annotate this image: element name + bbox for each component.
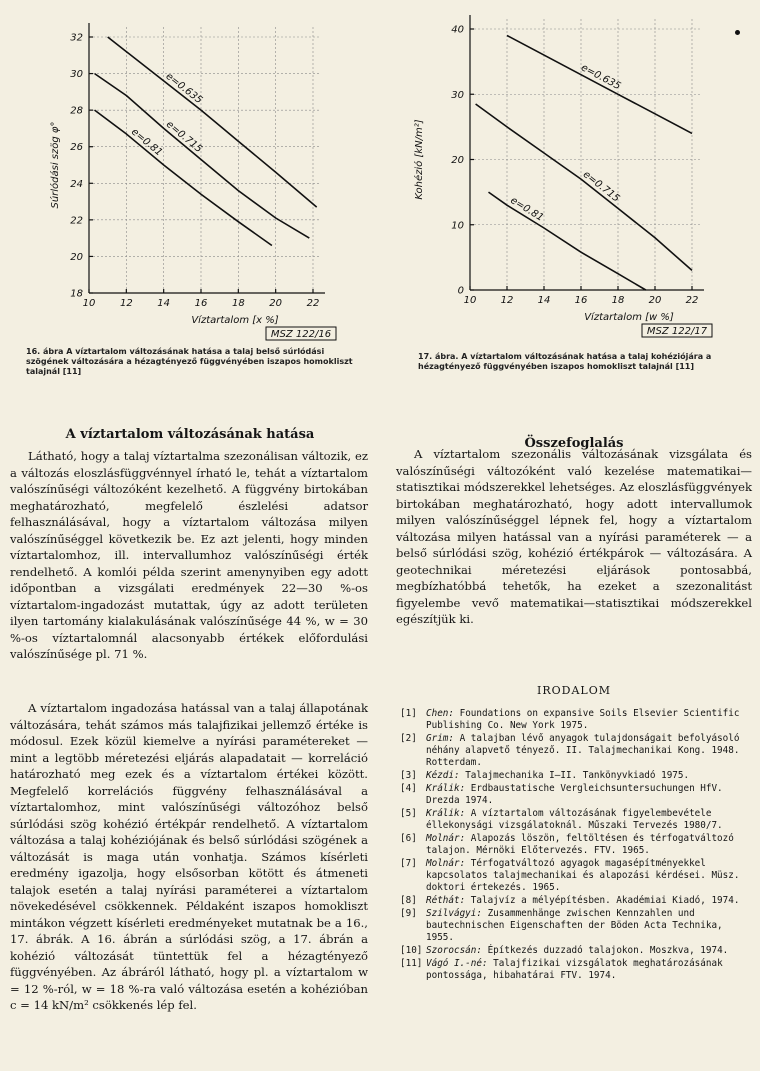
reference-author: Kézdi: xyxy=(426,770,460,781)
y-tick-label: 24 xyxy=(70,178,83,190)
reference-number: [2] xyxy=(400,733,417,744)
reference-item xyxy=(400,945,750,957)
y-tick-label: 32 xyxy=(70,32,83,44)
reference-item xyxy=(400,708,750,732)
reference-item xyxy=(400,858,750,894)
paragraph-1: Látható, hogy a talaj víztartalma szezonálisan változik, ez a változás eloszlásfüggvénnyel írható le, tehát a víztartalom valószínűségi változóként kezelhető. A függvény birtokában meghatározható, megfelelő észlelési adatsor felhasználásával, hogy a víztartalom változása milyen valószínűséggel következik be. Ez azt jelenti, hogy minden víztartalomhoz, ill. intervallumhoz valószínűségi érték rendelhető. A komlói példa szerint amenynyiben egy adott időpontban a vizsgálati eredmények 22—30 %-os víztartalom-ingadozást mutattak, úgy az adott területen ilyen tartomány kialakulásának valószínűsége 44 %, w = 30 %-os víztartalomnál alacsonyabb értékek előfordulási valószínűsége pl. 71 %. xyxy=(10,449,368,661)
section-heading-summary: Összefoglalás xyxy=(524,436,624,451)
x-tick-label: 14 xyxy=(537,295,551,306)
x-tick-label: 16 xyxy=(574,295,588,306)
reference-author: Molnár: xyxy=(426,833,466,844)
reference-number: [6] xyxy=(400,833,417,844)
summary-paragraph: A víztartalom szezonális változásának vizsgálata és valószínűségi változóként való kezelése matematikai—statisztikai módszerekkel lehetséges. Az eloszlásfüggvények birtokában meghatározható, hogy adott intervallumok milyen valószínűséggel lépnek fel, hogy a víztartalom változása milyen hatással van a nyírási paraméterek — a belső súrlódási szög, kohézió értékpárok — változására. A geotechnikai méretezési eljárások pontosabbá, megbízhatóbbá tehetők, ha ezeket a szezonalitást figyelembe vevő matematikai—statisztikai módszerekkel egészítjük ki. xyxy=(396,447,752,626)
series-label: e=0.635 xyxy=(579,62,623,93)
right-column xyxy=(394,0,754,981)
reference-item xyxy=(400,908,750,944)
series-label: e=0.715 xyxy=(580,169,622,205)
reference-author: Králik: xyxy=(426,783,466,794)
x-tick-label: 22 xyxy=(685,295,699,306)
reference-item xyxy=(400,958,750,982)
reference-number: [5] xyxy=(400,808,417,819)
left-column xyxy=(10,0,370,1012)
x-tick-label: 12 xyxy=(119,298,133,309)
reference-number: [7] xyxy=(400,858,417,869)
reference-author: Grim: xyxy=(426,733,454,744)
series-label: e=0.81 xyxy=(508,195,546,224)
section-heading-water-content: A víztartalom változásának hatása xyxy=(65,427,315,442)
reference-item xyxy=(400,808,750,832)
y-tick-label: 28 xyxy=(70,105,83,117)
reference-text: Zusammenhänge zwischen Kennzahlen und bautechnischen Eigenschaften der Böden Acta Technika, 1955. xyxy=(426,908,723,943)
y-tick-label: 40 xyxy=(451,24,464,36)
reference-author: Vágó I.-né: xyxy=(426,958,488,969)
y-tick-label: 18 xyxy=(70,288,83,300)
reference-author: Szorocsán: xyxy=(426,945,482,956)
reference-text: Alapozás löszön, feltöltésen és térfogatváltozó talajon. Mérnöki Előtervezés. FTV. 1965. xyxy=(426,833,734,856)
y-tick-label: 22 xyxy=(70,215,83,227)
reference-author: Réthát: xyxy=(426,895,466,906)
x-tick-label: 14 xyxy=(157,298,171,309)
y-tick-label: 30 xyxy=(451,89,464,101)
x-tick-label: 10 xyxy=(82,298,96,309)
series-curve xyxy=(476,104,692,270)
x-tick-label: 12 xyxy=(500,295,514,306)
y-tick-label: 20 xyxy=(70,251,83,263)
series-label: e=0.81 xyxy=(128,126,165,159)
reference-text: Foundations on expansive Soils Elsevier Scientific Publishing Co. New York 1975. xyxy=(426,708,740,731)
reference-number: [10] xyxy=(400,945,423,956)
reference-item xyxy=(400,770,750,782)
series-label: e=0.635 xyxy=(163,70,205,107)
standard-stamp: MSZ 122/17 xyxy=(646,326,708,337)
x-tick-label: 20 xyxy=(648,295,662,306)
y-tick-label: 26 xyxy=(70,142,83,154)
reference-text: A víztartalom változásának figyelembevétele éllekonysági vizsgálatoknál. Műszaki Tervezés 1980/7. xyxy=(426,808,723,831)
reference-author: Szilvágyi: xyxy=(426,908,482,919)
x-axis-label: Víztartalom [w %] xyxy=(584,312,674,323)
figure-16-caption: 16. ábra A víztartalom változásának hatása a talaj belső súrlódási szögének változására a hézagtényező függvényében iszapos homokliszt talajnál [11] xyxy=(26,347,353,376)
reference-text: Térfogatváltozó agyagok magasépítményekkel kapcsolatos talajmechanikai és alapozási kérdései. Müsz. doktori értekezés. 1965. xyxy=(426,858,740,893)
x-tick-label: 22 xyxy=(306,298,320,309)
references-list xyxy=(400,708,750,983)
ink-dot xyxy=(735,30,740,35)
reference-text: A talajban lévő anyagok tulajdonságait befolyásoló néhány alapvető tényező. II. Talajmechanikai Kong. 1948. Rotterdam. xyxy=(426,733,740,768)
friction-angle-chart xyxy=(10,0,370,345)
reference-number: [3] xyxy=(400,770,417,781)
y-tick-label: 20 xyxy=(451,155,464,166)
references-heading: IRODALOM xyxy=(537,684,611,697)
cohesion-chart xyxy=(394,0,754,345)
x-tick-label: 18 xyxy=(231,298,245,309)
x-tick-label: 10 xyxy=(463,295,477,306)
reference-item xyxy=(400,895,750,907)
reference-number: [11] xyxy=(400,958,423,969)
reference-text: Építkezés duzzadó talajokon. Moszkva, 1974. xyxy=(481,945,729,956)
reference-number: [8] xyxy=(400,895,417,906)
x-tick-label: 18 xyxy=(611,295,625,306)
reference-number: [4] xyxy=(400,783,417,794)
y-tick-label: 0 xyxy=(457,285,464,297)
reference-author: Chen: xyxy=(426,708,454,719)
series-label: e=0.715 xyxy=(163,119,205,156)
reference-item xyxy=(400,833,750,857)
x-tick-label: 16 xyxy=(194,298,208,309)
reference-text: Talajmechanika I—II. Tankönyvkiadó 1975. xyxy=(459,770,690,781)
reference-number: [1] xyxy=(400,708,417,719)
reference-text: Talajfizikai vizsgálatok meghatározásának pontossága, hibahatárai FTV. 1974. xyxy=(426,958,723,981)
y-axis-label: Súrlódási szög φ° xyxy=(50,121,61,209)
y-axis-label: Kohézió [kN/m²] xyxy=(414,119,425,200)
figure-17-caption: 17. ábra. A víztartalom változásának hatása a talaj kohéziójára a hézagtényező függvényében iszapos homokliszt talajnál [11] xyxy=(418,352,712,371)
series-curve xyxy=(507,36,692,134)
series-curve xyxy=(108,37,317,207)
reference-number: [9] xyxy=(400,908,417,919)
reference-text: Erdbaustatische Vergleichsuntersuchungen HfV. Drezda 1974. xyxy=(426,783,723,806)
y-tick-label: 30 xyxy=(70,69,83,81)
reference-item xyxy=(400,783,750,807)
reference-author: Králik: xyxy=(426,808,466,819)
x-tick-label: 20 xyxy=(269,298,283,309)
standard-stamp: MSZ 122/16 xyxy=(270,329,332,340)
y-tick-label: 10 xyxy=(451,220,464,232)
reference-text: Talajvíz a mélyépítésben. Akadémiai Kiadó, 1974. xyxy=(465,895,740,906)
reference-item xyxy=(400,733,750,769)
x-axis-label: Víztartalom [x %] xyxy=(191,315,279,326)
paragraph-2: A víztartalom ingadozása hatással van a talaj állapotának változására, tehát számos más talajfizikai jellemző értéke is módosul. Ezek közül kiemelve a nyírási paramétereket — mint a legtöbb méretezési eljárás alapadatait — korreláció határozható meg ezek és a víztartalom értékei között. Megfelelő korrelációs függvény felhasználásával a víztartalomhoz, mint valószínűségi változóhoz belső súrlódási szög kohézió értékpár rendelhető. A víztartalom változása a talaj kohéziójának és belső súrlódási szögének a változását is maga után vonhatja. Számos kísérleti eredmény igazolja, hogy elsősorban kötött és átmeneti talajok esetén a talaj nyírási paraméterei a víztartalom növekedésével csökkennek. Példaként iszapos homokliszt mintákon végzett kísérleti eredményeket mutatnak be a 16., 17. ábrák. A 16. ábrán a súrlódási szög, a 17. ábrán a kohézió változását tüntettük fel a hézagtényező függvényében. Az ábráról látható, hogy pl. a víztartalom w = 12 %-ról, w = 18 %-ra való változása esetén a kohézióban c = 14 kN/m² csökkenés lép fel. xyxy=(10,701,368,1012)
reference-author: Molnár: xyxy=(426,858,466,869)
